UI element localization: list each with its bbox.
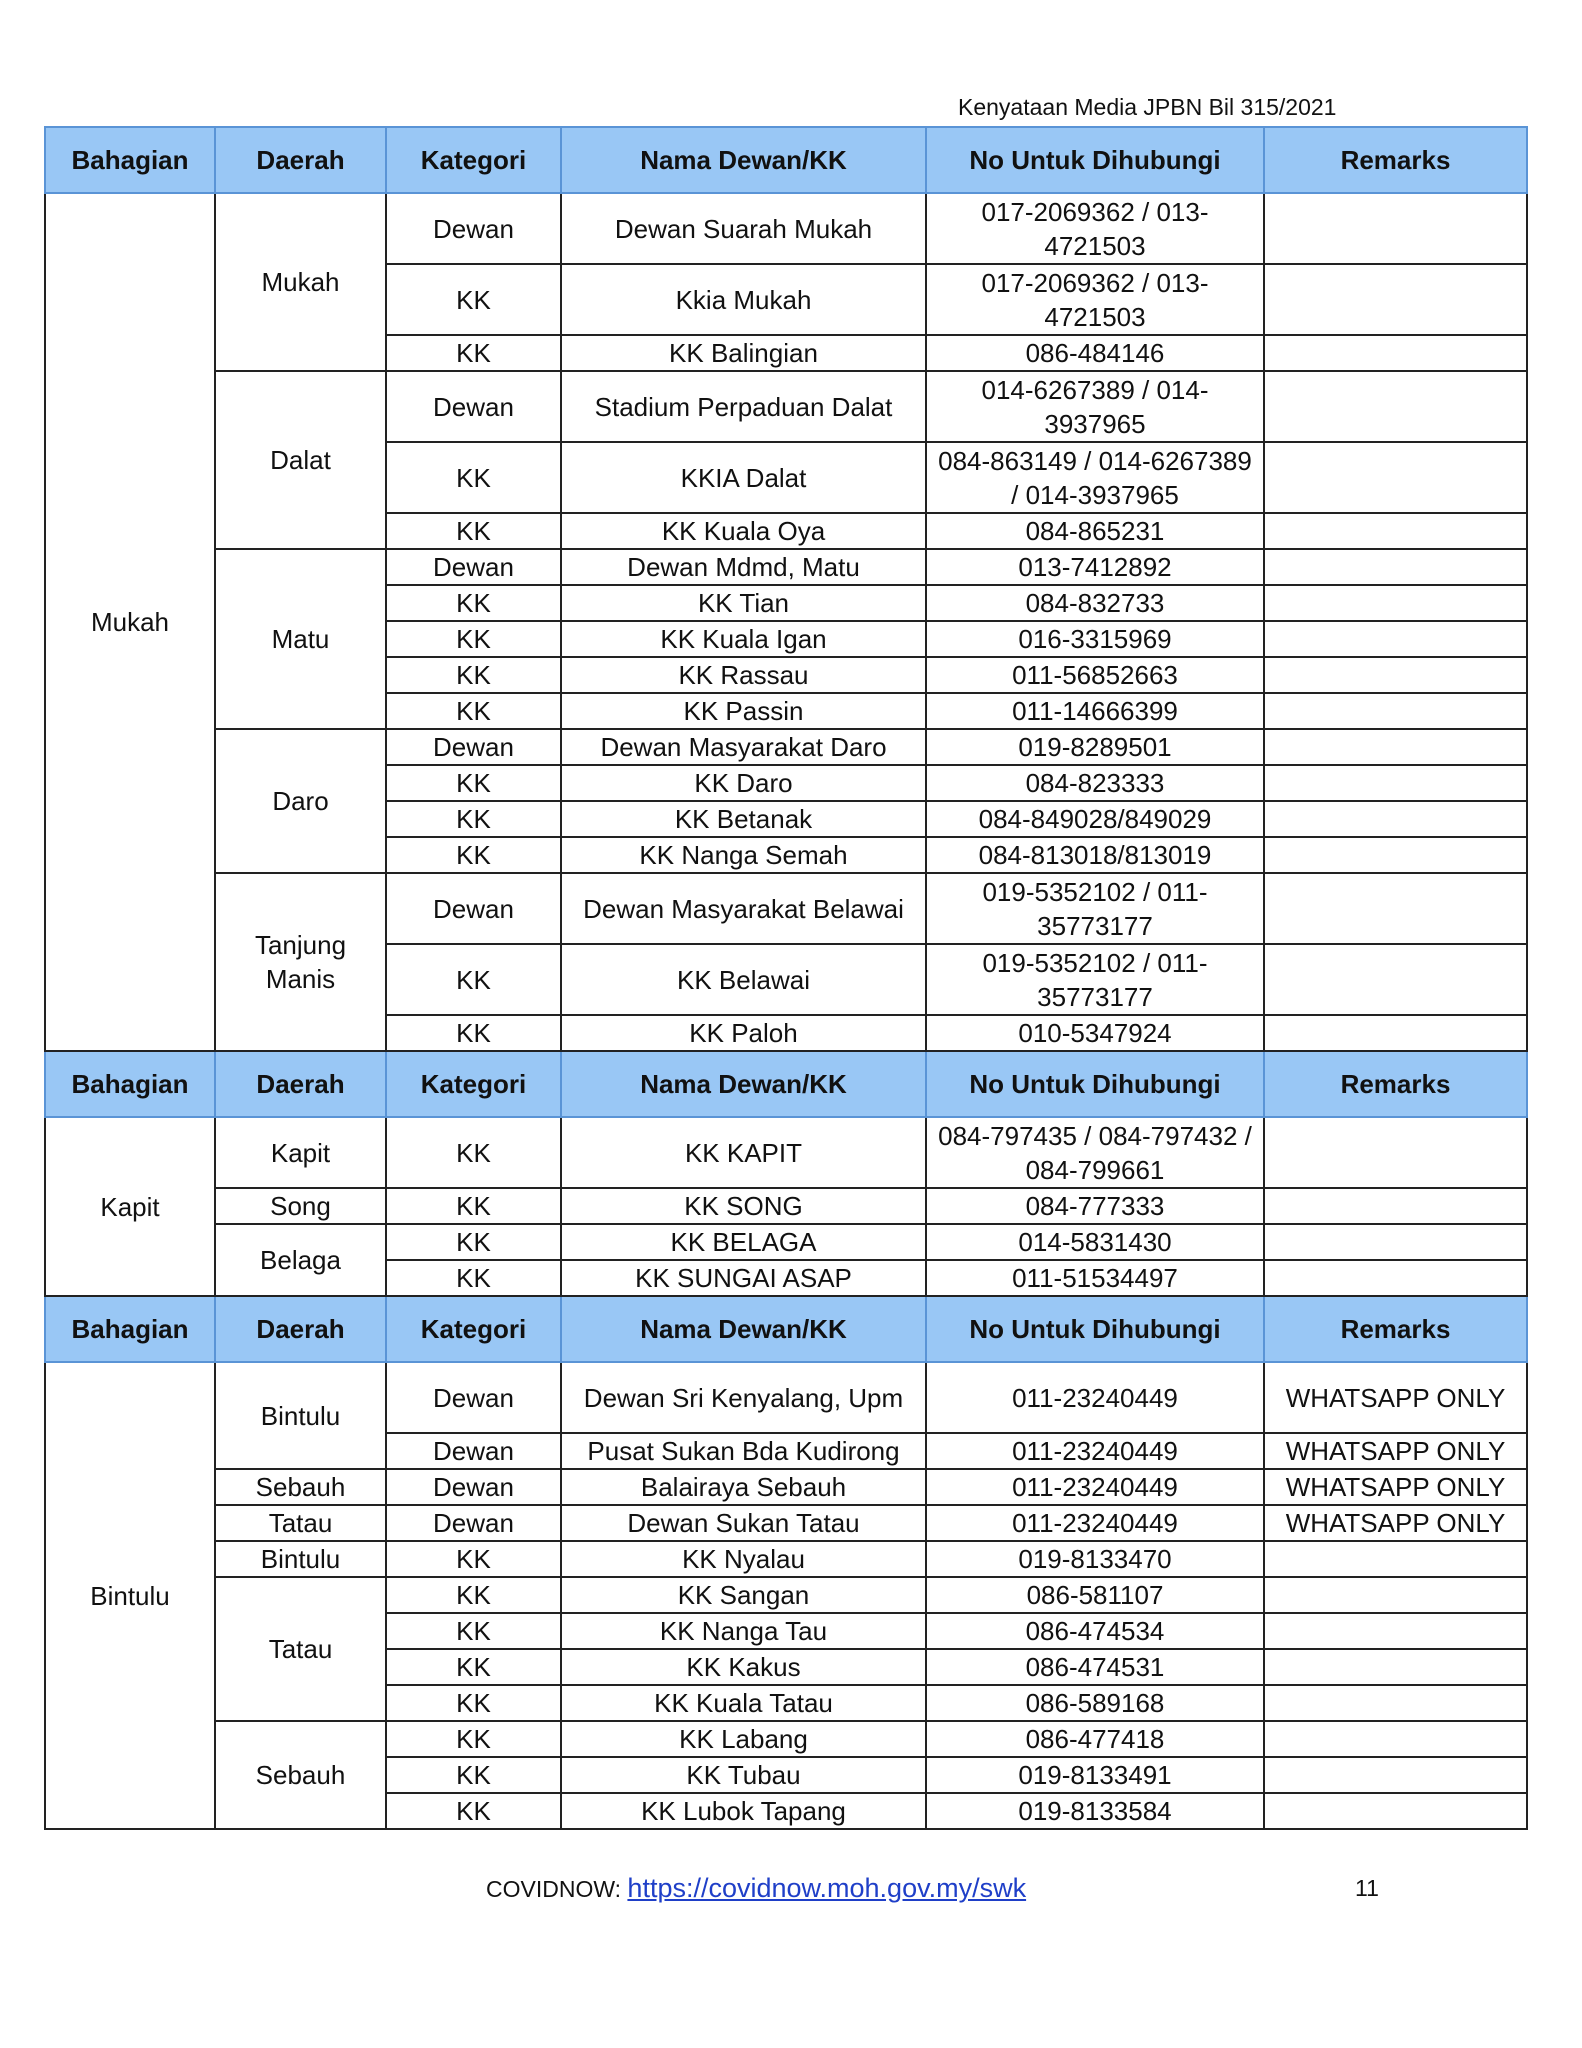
contact-table xyxy=(44,126,1528,1830)
remarks-cell xyxy=(1264,1685,1527,1721)
remarks-cell xyxy=(1264,657,1527,693)
bahagian-cell: Kapit xyxy=(45,1117,215,1296)
daerah-cell: Mukah xyxy=(215,193,386,371)
daerah-cell: Tanjung Manis xyxy=(215,873,386,1051)
kategori-cell: KK xyxy=(386,657,561,693)
nama-cell: KK Rassau xyxy=(561,657,926,693)
nama-cell: KK Kuala Tatau xyxy=(561,1685,926,1721)
daerah-cell: Dalat xyxy=(215,371,386,549)
daerah-cell: Sebauh xyxy=(215,1469,386,1505)
column-header: Bahagian xyxy=(45,127,215,193)
kategori-cell: KK xyxy=(386,1649,561,1685)
kategori-cell: Dewan xyxy=(386,1362,561,1433)
phone-cell: 086-474531 xyxy=(926,1649,1264,1685)
kategori-cell: Dewan xyxy=(386,1469,561,1505)
phone-cell: 014-6267389 / 014-3937965 xyxy=(926,371,1264,442)
daerah-cell: Song xyxy=(215,1188,386,1224)
table-header-row xyxy=(45,1051,1527,1117)
kategori-cell: KK xyxy=(386,442,561,513)
remarks-cell xyxy=(1264,1649,1527,1685)
column-header: Remarks xyxy=(1264,1051,1527,1117)
kategori-cell: KK xyxy=(386,837,561,873)
column-header: No Untuk Dihubungi xyxy=(926,1051,1264,1117)
nama-cell: KK Belawai xyxy=(561,944,926,1015)
nama-cell: KK Nanga Tau xyxy=(561,1613,926,1649)
column-header: Bahagian xyxy=(45,1296,215,1362)
remarks-cell xyxy=(1264,513,1527,549)
table-row xyxy=(45,1541,1527,1577)
bahagian-cell: Mukah xyxy=(45,193,215,1051)
phone-cell: 019-8133470 xyxy=(926,1541,1264,1577)
phone-cell: 011-23240449 xyxy=(926,1505,1264,1541)
nama-cell: KK Balingian xyxy=(561,335,926,371)
kategori-cell: KK xyxy=(386,693,561,729)
phone-cell: 016-3315969 xyxy=(926,621,1264,657)
column-header: Nama Dewan/KK xyxy=(561,1296,926,1362)
remarks-cell xyxy=(1264,1541,1527,1577)
kategori-cell: Dewan xyxy=(386,873,561,944)
remarks-cell xyxy=(1264,1015,1527,1051)
daerah-cell: Sebauh xyxy=(215,1721,386,1829)
column-header: Daerah xyxy=(215,127,386,193)
nama-cell: Dewan Suarah Mukah xyxy=(561,193,926,264)
phone-cell: 017-2069362 / 013-4721503 xyxy=(926,264,1264,335)
daerah-cell: Bintulu xyxy=(215,1541,386,1577)
daerah-cell: Tatau xyxy=(215,1505,386,1541)
phone-cell: 019-8133584 xyxy=(926,1793,1264,1829)
table-row xyxy=(45,1117,1527,1188)
remarks-cell xyxy=(1264,1613,1527,1649)
column-header: Bahagian xyxy=(45,1051,215,1117)
phone-cell: 011-23240449 xyxy=(926,1469,1264,1505)
remarks-cell xyxy=(1264,944,1527,1015)
kategori-cell: KK xyxy=(386,1793,561,1829)
remarks-cell xyxy=(1264,193,1527,264)
nama-cell: KK Daro xyxy=(561,765,926,801)
phone-cell: 086-581107 xyxy=(926,1577,1264,1613)
kategori-cell: KK xyxy=(386,1577,561,1613)
kategori-cell: KK xyxy=(386,264,561,335)
table-row xyxy=(45,1224,1527,1260)
kategori-cell: KK xyxy=(386,513,561,549)
nama-cell: Pusat Sukan Bda Kudirong xyxy=(561,1433,926,1469)
nama-cell: Dewan Mdmd, Matu xyxy=(561,549,926,585)
remarks-cell xyxy=(1264,1757,1527,1793)
remarks-cell: WHATSAPP ONLY xyxy=(1264,1469,1527,1505)
kategori-cell: KK xyxy=(386,1685,561,1721)
table-row xyxy=(45,873,1527,944)
kategori-cell: KK xyxy=(386,801,561,837)
phone-cell: 010-5347924 xyxy=(926,1015,1264,1051)
column-header: Daerah xyxy=(215,1051,386,1117)
kategori-cell: KK xyxy=(386,335,561,371)
phone-cell: 084-797435 / 084-797432 / 084-799661 xyxy=(926,1117,1264,1188)
bahagian-cell: Bintulu xyxy=(45,1362,215,1829)
phone-cell: 084-865231 xyxy=(926,513,1264,549)
kategori-cell: KK xyxy=(386,1188,561,1224)
phone-cell: 011-51534497 xyxy=(926,1260,1264,1296)
kategori-cell: KK xyxy=(386,1117,561,1188)
footer-label: COVIDNOW: xyxy=(486,1876,628,1902)
remarks-cell xyxy=(1264,549,1527,585)
nama-cell: KK KAPIT xyxy=(561,1117,926,1188)
table-row xyxy=(45,549,1527,585)
nama-cell: KK BELAGA xyxy=(561,1224,926,1260)
phone-cell: 086-484146 xyxy=(926,335,1264,371)
nama-cell: KK Nanga Semah xyxy=(561,837,926,873)
column-header: Remarks xyxy=(1264,1296,1527,1362)
nama-cell: Dewan Sri Kenyalang, Upm xyxy=(561,1362,926,1433)
phone-cell: 086-474534 xyxy=(926,1613,1264,1649)
phone-cell: 084-849028/849029 xyxy=(926,801,1264,837)
phone-cell: 084-832733 xyxy=(926,585,1264,621)
column-header: Kategori xyxy=(386,127,561,193)
remarks-cell xyxy=(1264,1577,1527,1613)
kategori-cell: KK xyxy=(386,1613,561,1649)
kategori-cell: Dewan xyxy=(386,549,561,585)
nama-cell: KK Passin xyxy=(561,693,926,729)
nama-cell: KKIA Dalat xyxy=(561,442,926,513)
remarks-cell xyxy=(1264,1117,1527,1188)
nama-cell: KK SUNGAI ASAP xyxy=(561,1260,926,1296)
kategori-cell: KK xyxy=(386,1721,561,1757)
phone-cell: 084-777333 xyxy=(926,1188,1264,1224)
nama-cell: KK Labang xyxy=(561,1721,926,1757)
phone-cell: 084-823333 xyxy=(926,765,1264,801)
phone-cell: 084-863149 / 014-6267389 / 014-3937965 xyxy=(926,442,1264,513)
remarks-cell xyxy=(1264,1188,1527,1224)
table-row xyxy=(45,1469,1527,1505)
phone-cell: 019-8133491 xyxy=(926,1757,1264,1793)
kategori-cell: KK xyxy=(386,585,561,621)
table-row xyxy=(45,1577,1527,1613)
remarks-cell xyxy=(1264,585,1527,621)
phone-cell: 013-7412892 xyxy=(926,549,1264,585)
phone-cell: 017-2069362 / 013-4721503 xyxy=(926,193,1264,264)
kategori-cell: Dewan xyxy=(386,1433,561,1469)
remarks-cell xyxy=(1264,335,1527,371)
kategori-cell: Dewan xyxy=(386,1505,561,1541)
daerah-cell: Matu xyxy=(215,549,386,729)
nama-cell: Stadium Perpaduan Dalat xyxy=(561,371,926,442)
column-header: No Untuk Dihubungi xyxy=(926,127,1264,193)
nama-cell: Dewan Masyarakat Belawai xyxy=(561,873,926,944)
kategori-cell: Dewan xyxy=(386,729,561,765)
column-header: Remarks xyxy=(1264,127,1527,193)
phone-cell: 011-23240449 xyxy=(926,1433,1264,1469)
column-header: Daerah xyxy=(215,1296,386,1362)
table-row xyxy=(45,371,1527,442)
document-header: Kenyataan Media JPBN Bil 315/2021 xyxy=(958,94,1337,120)
footer xyxy=(486,1873,1026,1904)
phone-cell: 019-5352102 / 011-35773177 xyxy=(926,873,1264,944)
remarks-cell xyxy=(1264,1793,1527,1829)
column-header: Nama Dewan/KK xyxy=(561,1051,926,1117)
phone-cell: 011-56852663 xyxy=(926,657,1264,693)
kategori-cell: KK xyxy=(386,944,561,1015)
table-row xyxy=(45,1505,1527,1541)
nama-cell: KK Kuala Igan xyxy=(561,621,926,657)
daerah-cell: Tatau xyxy=(215,1577,386,1721)
nama-cell: Balairaya Sebauh xyxy=(561,1469,926,1505)
nama-cell: Dewan Masyarakat Daro xyxy=(561,729,926,765)
remarks-cell: WHATSAPP ONLY xyxy=(1264,1505,1527,1541)
remarks-cell xyxy=(1264,693,1527,729)
remarks-cell xyxy=(1264,371,1527,442)
kategori-cell: KK xyxy=(386,1260,561,1296)
phone-cell: 011-23240449 xyxy=(926,1362,1264,1433)
kategori-cell: Dewan xyxy=(386,371,561,442)
table-header-row xyxy=(45,1296,1527,1362)
nama-cell: KK Lubok Tapang xyxy=(561,1793,926,1829)
remarks-cell xyxy=(1264,729,1527,765)
nama-cell: KK Tian xyxy=(561,585,926,621)
table-row xyxy=(45,1362,1527,1433)
phone-cell: 086-477418 xyxy=(926,1721,1264,1757)
column-header: Nama Dewan/KK xyxy=(561,127,926,193)
covidnow-link[interactable]: https://covidnow.moh.gov.my/swk xyxy=(627,1873,1027,1903)
phone-cell: 019-5352102 / 011-35773177 xyxy=(926,944,1264,1015)
table-row xyxy=(45,1721,1527,1757)
nama-cell: Dewan Sukan Tatau xyxy=(561,1505,926,1541)
phone-cell: 086-589168 xyxy=(926,1685,1264,1721)
table-header-row xyxy=(45,127,1527,193)
kategori-cell: KK xyxy=(386,1757,561,1793)
remarks-cell xyxy=(1264,765,1527,801)
remarks-cell xyxy=(1264,801,1527,837)
remarks-cell xyxy=(1264,621,1527,657)
column-header: Kategori xyxy=(386,1296,561,1362)
daerah-cell: Belaga xyxy=(215,1224,386,1296)
kategori-cell: KK xyxy=(386,1224,561,1260)
page-number: 11 xyxy=(1355,1875,1379,1901)
kategori-cell: KK xyxy=(386,621,561,657)
remarks-cell xyxy=(1264,873,1527,944)
phone-cell: 014-5831430 xyxy=(926,1224,1264,1260)
nama-cell: KK Kuala Oya xyxy=(561,513,926,549)
remarks-cell xyxy=(1264,442,1527,513)
column-header: No Untuk Dihubungi xyxy=(926,1296,1264,1362)
remarks-cell xyxy=(1264,1721,1527,1757)
remarks-cell xyxy=(1264,1224,1527,1260)
nama-cell: KK Betanak xyxy=(561,801,926,837)
daerah-cell: Bintulu xyxy=(215,1362,386,1469)
phone-cell: 084-813018/813019 xyxy=(926,837,1264,873)
nama-cell: KK Paloh xyxy=(561,1015,926,1051)
kategori-cell: KK xyxy=(386,1541,561,1577)
column-header: Kategori xyxy=(386,1051,561,1117)
remarks-cell xyxy=(1264,264,1527,335)
nama-cell: KK Tubau xyxy=(561,1757,926,1793)
nama-cell: KK SONG xyxy=(561,1188,926,1224)
daerah-cell: Kapit xyxy=(215,1117,386,1188)
table-row xyxy=(45,1188,1527,1224)
nama-cell: KK Nyalau xyxy=(561,1541,926,1577)
daerah-cell: Daro xyxy=(215,729,386,873)
nama-cell: Kkia Mukah xyxy=(561,264,926,335)
table-row xyxy=(45,193,1527,264)
nama-cell: KK Kakus xyxy=(561,1649,926,1685)
kategori-cell: Dewan xyxy=(386,193,561,264)
table-row xyxy=(45,729,1527,765)
kategori-cell: KK xyxy=(386,1015,561,1051)
remarks-cell xyxy=(1264,1260,1527,1296)
remarks-cell: WHATSAPP ONLY xyxy=(1264,1362,1527,1433)
phone-cell: 019-8289501 xyxy=(926,729,1264,765)
remarks-cell xyxy=(1264,837,1527,873)
phone-cell: 011-14666399 xyxy=(926,693,1264,729)
kategori-cell: KK xyxy=(386,765,561,801)
nama-cell: KK Sangan xyxy=(561,1577,926,1613)
remarks-cell: WHATSAPP ONLY xyxy=(1264,1433,1527,1469)
